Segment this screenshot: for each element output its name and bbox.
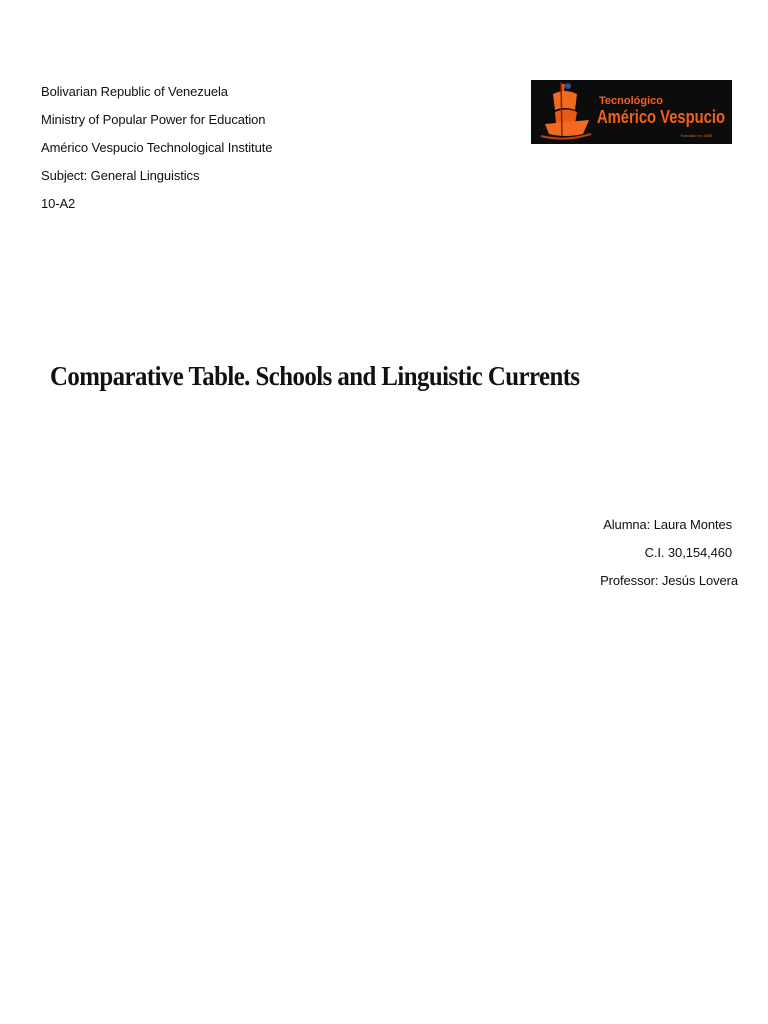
header-subject: Subject: General Linguistics — [41, 168, 200, 183]
header-section: 10-A2 — [41, 196, 76, 211]
institute-logo — [531, 80, 732, 144]
student-name: Alumna: Laura Montes — [603, 517, 732, 532]
header-country: Bolivarian Republic of Venezuela — [41, 84, 228, 99]
institution-header — [41, 78, 272, 218]
header-institute: Américo Vespucio Technological Institute — [41, 140, 273, 155]
logo-tagline: Fundado en 1988 — [680, 133, 712, 138]
logo-graphic — [531, 80, 732, 144]
ship-icon — [541, 82, 591, 139]
logo-line2: Américo Vespucio — [597, 107, 726, 127]
document-title: Comparative Table. Schools and Linguistic Currents — [50, 361, 580, 391]
professor-name: Professor: Jesús Lovera — [600, 573, 738, 588]
student-info — [600, 511, 738, 595]
student-id: C.I. 30,154,460 — [644, 545, 732, 560]
logo-line1: Tecnológico — [599, 95, 663, 107]
header-ministry: Ministry of Popular Power for Education — [41, 112, 266, 127]
